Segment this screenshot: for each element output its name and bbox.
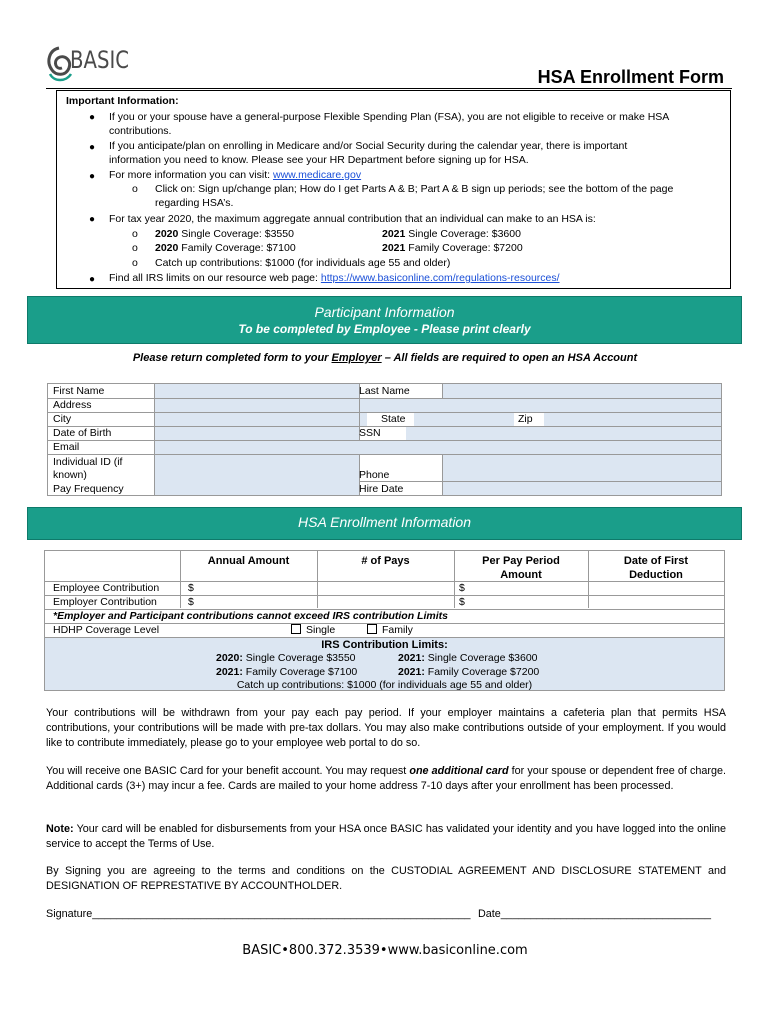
- limit-2021-single: 2021 Single Coverage: $3600: [382, 228, 521, 240]
- bullet-medicare-line2: information you need to know. Please see your HR Department before signing up for HSA.: [109, 154, 529, 166]
- bullet-fsa-line1: If you or your spouse have a general-purpose Flexible Spending Plan (FSA), you are not eligible to receive or make HSA: [109, 111, 670, 123]
- bullet-visit: [109, 168, 361, 183]
- bullet-irs-text: Find all IRS limits on our resource web page:: [109, 272, 318, 284]
- paragraph-basic-card: You will receive one BASIC Card for your benefit account. You may request one additional card for your spouse or dependent free of charge. Additional cards (3+) may incur a fee. Cards are mailed to your home address 7-10 days after your enrollment has been processed.: [46, 765, 726, 792]
- bullet-icon: ●: [89, 112, 96, 123]
- col-annual-amount: Annual Amount: [207, 555, 290, 567]
- pay-frequency-label: Pay Frequency: [53, 483, 124, 495]
- address-field[interactable]: [154, 398, 721, 412]
- date-line[interactable]: Date___________________________________: [478, 908, 711, 920]
- dob-label: Date of Birth: [53, 427, 112, 439]
- state-field[interactable]: [414, 412, 514, 426]
- contribution-warning: *Employer and Participant contributions cannot exceed IRS contribution Limits: [53, 610, 448, 622]
- medicare-link[interactable]: www.medicare.gov: [272, 169, 362, 181]
- basic-logo: [44, 44, 154, 84]
- grid-line: [154, 384, 155, 495]
- ssn-label: SSN: [359, 427, 381, 439]
- participant-banner-subtitle: To be completed by Employee - Please print clearly: [238, 322, 531, 336]
- enrollment-banner-title: HSA Enrollment Information: [298, 514, 471, 530]
- irs-2020-single: 2020: Single Coverage $3550: [216, 652, 356, 664]
- sub-bullet-icon: o: [132, 228, 138, 240]
- limit-2021-family: 2021 Family Coverage: $7200: [382, 242, 523, 254]
- phone-label: Phone: [359, 469, 390, 481]
- email-label: Email: [53, 441, 80, 453]
- employee-contribution-label: Employee Contribution: [53, 582, 160, 594]
- col-num-pays: # of Pays: [361, 555, 410, 567]
- bullet-fsa-line2: contributions.: [109, 125, 172, 137]
- paragraph-signing-terms: By Signing you are agreeing to the terms and conditions on the CUSTODIAL AGREEMENT AND DISCLOSURE STATEMENT and DESIGNATION OF REPRESTATIVE BY ACCOUNTHOLDER.: [46, 865, 726, 892]
- bullet-icon: ●: [89, 274, 96, 285]
- limit-catchup: Catch up contributions: $1000 (for individuals age 55 and older): [155, 257, 451, 269]
- hdhp-label: HDHP Coverage Level: [53, 624, 160, 636]
- address-label: Address: [53, 399, 92, 411]
- dob-field[interactable]: [154, 426, 359, 440]
- col-first-deduction-line2: Deduction: [629, 569, 683, 581]
- participant-banner: [27, 296, 742, 344]
- enrollment-table: [44, 550, 725, 691]
- bullet-irs-limits: [109, 271, 560, 286]
- grid-line: [48, 426, 721, 427]
- title-rule: [46, 88, 732, 89]
- sub-bullet-icon: o: [132, 242, 138, 254]
- employer-annual-dollar[interactable]: $: [188, 596, 194, 608]
- phone-field[interactable]: [442, 454, 721, 481]
- zip-field[interactable]: [544, 412, 721, 426]
- irs-limits-title: IRS Contribution Limits:: [321, 639, 448, 651]
- grid-line: [48, 454, 721, 455]
- regulations-link[interactable]: https://www.basiconline.com/regulations-resources/: [320, 272, 560, 284]
- limit-2020-single: 2020 Single Coverage: $3550: [155, 228, 294, 240]
- sub-bullet-click-line1: Click on: Sign up/change plan; How do I get Parts A & B; Part A & B sign up periods; see the bottom of the page: [155, 183, 674, 195]
- signature-line[interactable]: Signature_______________________________________________________________: [46, 908, 471, 920]
- col-first-deduction-line1: Date of First: [623, 555, 689, 567]
- enrollment-banner: [27, 507, 742, 540]
- individual-id-label-line2: known): [53, 469, 87, 481]
- footer-contact: BASIC•800.372.3539•www.basiconline.com: [242, 943, 528, 958]
- bullet-icon: ●: [89, 142, 96, 153]
- hire-date-field[interactable]: [442, 481, 721, 495]
- grid-line: [48, 440, 721, 441]
- ssn-field[interactable]: [406, 426, 721, 440]
- form-title: HSA Enrollment Form: [537, 67, 724, 87]
- employer-contribution-label: Employer Contribution: [53, 596, 157, 608]
- individual-id-field[interactable]: [154, 454, 359, 495]
- grid-line: [48, 398, 721, 399]
- bullet-icon: ●: [89, 171, 96, 182]
- grid-line: [442, 454, 443, 495]
- grid-line: [359, 481, 721, 482]
- family-checkbox[interactable]: [367, 624, 377, 634]
- city-field[interactable]: [154, 412, 367, 426]
- first-name-label: First Name: [53, 385, 105, 397]
- paragraph-withdrawal: Your contributions will be withdrawn from your pay each pay period. If your employer maintains a cafeteria plan that permits HSA contributions, your contributions will be made with pre-tax dollars. You may also make contributions outside of your employment. If you would like to contribute immediately, please go to your employee web portal to do so.: [46, 707, 726, 749]
- col-per-pay-line2: Amount: [500, 569, 542, 581]
- paragraph-note: Note: Your card will be enabled for disbursements from your HSA once BASIC has validated your identity and you have logged into the online service to accept the Terms of Use.: [46, 823, 726, 850]
- hire-date-label: Hire Date: [359, 483, 404, 495]
- return-instruction: Please return completed form to your Employer – All fields are required to open an HSA Account: [132, 352, 638, 364]
- participant-table: [47, 383, 722, 496]
- limit-2020-family: 2020 Family Coverage: $7100: [155, 242, 296, 254]
- last-name-field[interactable]: [442, 384, 721, 398]
- state-label: State: [381, 413, 406, 425]
- irs-catchup: Catch up contributions: $1000 (for individuals age 55 and older): [236, 679, 533, 691]
- bullet-medicare-line1: If you anticipate/plan on enrolling in Medicare and/or Social Security during the calendar year, there is important: [109, 140, 628, 152]
- bullet-icon: ●: [89, 214, 96, 225]
- irs-2021-family-left: 2021: Family Coverage $7100: [216, 666, 358, 678]
- bullet-visit-text: For more information you can visit:: [109, 169, 271, 181]
- grid-line: [442, 384, 443, 398]
- sub-bullet-icon: o: [132, 183, 138, 195]
- participant-banner-title: Participant Information: [314, 304, 455, 320]
- bullet-tax-year: For tax year 2020, the maximum aggregate annual contribution that an individual can make to an HSA is:: [109, 213, 596, 225]
- logo-text: BASIC: [70, 46, 130, 74]
- zip-label: Zip: [518, 413, 533, 425]
- individual-id-label-line1: Individual ID (if: [53, 456, 123, 468]
- sub-bullet-click-line2: regarding HSA’s.: [155, 197, 234, 209]
- employer-per-pay-dollar[interactable]: $: [459, 596, 465, 608]
- city-label: City: [53, 413, 72, 425]
- first-name-field[interactable]: [154, 384, 359, 398]
- last-name-label: Last Name: [359, 385, 410, 397]
- col-per-pay-line1: Per Pay Period: [482, 555, 560, 567]
- employee-per-pay-dollar[interactable]: $: [459, 582, 465, 594]
- email-field[interactable]: [154, 440, 721, 454]
- important-title: Important Information:: [66, 95, 179, 107]
- irs-2021-single: 2021: Single Coverage $3600: [398, 652, 538, 664]
- family-option[interactable]: Family: [367, 624, 413, 636]
- irs-2021-family-right: 2021: Family Coverage $7200: [398, 666, 540, 678]
- single-option[interactable]: Single: [291, 624, 335, 636]
- sub-bullet-icon: o: [132, 257, 138, 269]
- single-checkbox[interactable]: [291, 624, 301, 634]
- employee-annual-dollar[interactable]: $: [188, 582, 194, 594]
